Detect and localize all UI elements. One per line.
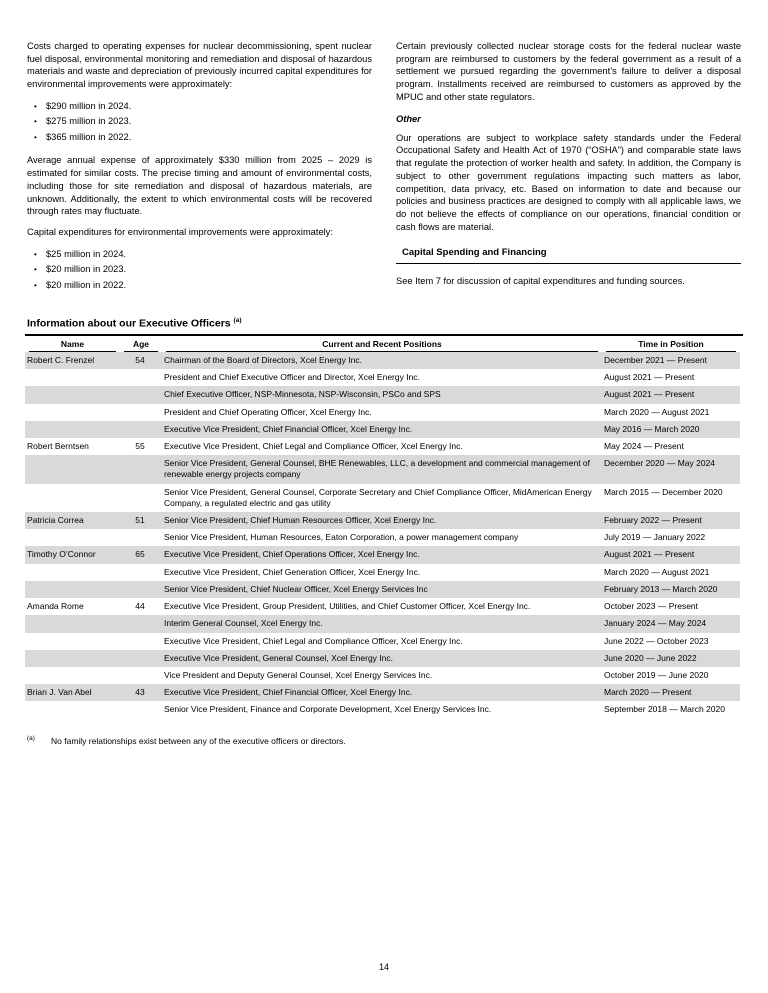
section-heading-capital-spending: Capital Spending and Financing xyxy=(396,247,741,264)
cell-age xyxy=(120,667,162,684)
table-row xyxy=(25,512,740,529)
cell-position: Executive Vice President, Group President, Utilities, and Chief Customer Officer, Xcel Energy Inc. xyxy=(164,601,531,612)
footnote xyxy=(27,736,741,746)
table-row xyxy=(25,684,740,701)
cell-name: Robert C. Frenzel xyxy=(27,354,95,365)
cell-age xyxy=(120,529,162,546)
cell-time: October 2023 — Present xyxy=(604,601,699,612)
cell-position: Executive Vice President, Chief Generation Officer, Xcel Energy Inc. xyxy=(164,566,421,577)
executive-officers-table xyxy=(25,336,740,719)
right-column xyxy=(396,40,741,302)
cell-time: October 2019 — June 2020 xyxy=(604,670,709,680)
cell-time: March 2020 — Present xyxy=(604,687,692,698)
footnote-marker: (a) xyxy=(27,734,35,742)
cell-position: Executive Vice President, Chief Legal and Compliance Officer, Xcel Energy Inc. xyxy=(164,635,463,646)
bullet-icon: • xyxy=(34,280,37,290)
table-row xyxy=(25,701,740,718)
cell-position: Senior Vice President, General Counsel, BHE Renewables, LLC, a development and commercial management of renewable energy projects company xyxy=(164,458,591,480)
cell-age xyxy=(120,701,162,718)
table-row xyxy=(25,529,740,546)
cell-position: Senior Vice President, Finance and Corporate Development, Xcel Energy Services Inc. xyxy=(164,704,492,715)
table-row xyxy=(25,598,740,615)
cell-name xyxy=(25,484,120,512)
cell-time: August 2021 — Present xyxy=(604,549,695,560)
cell-age xyxy=(120,615,162,632)
table-title xyxy=(25,317,743,336)
table-row xyxy=(25,667,740,684)
cell-name xyxy=(25,667,120,684)
cell-time: February 2013 — March 2020 xyxy=(604,583,718,594)
two-column-text xyxy=(0,0,768,302)
table-title-text: Information about our Executive Officers xyxy=(27,317,231,330)
cell-time: February 2022 — Present xyxy=(604,515,702,526)
table-row xyxy=(25,581,740,598)
cell-name xyxy=(25,455,120,483)
cell-time: May 2024 — Present xyxy=(604,440,684,451)
cell-time: March 2015 — December 2020 xyxy=(604,486,723,497)
table-row xyxy=(25,633,740,650)
cell-position: President and Chief Executive Officer and Director, Xcel Energy Inc. xyxy=(164,372,420,383)
cell-time: August 2021 — Present xyxy=(604,389,695,400)
table-row xyxy=(25,484,740,512)
cell-name xyxy=(25,564,120,581)
bullet-icon: • xyxy=(34,265,37,275)
cell-age xyxy=(120,421,162,438)
cell-position: Executive Vice President, Chief Legal and Compliance Officer, Xcel Energy Inc. xyxy=(164,440,463,451)
cell-position: Chairman of the Board of Directors, Xcel Energy Inc. xyxy=(164,354,362,365)
page-number: 14 xyxy=(378,962,389,972)
table-header-row xyxy=(25,336,740,352)
cell-time: December 2021 — Present xyxy=(604,354,707,365)
footnote-text: No family relationships exist between any of the executive officers or directors. xyxy=(51,735,346,746)
table-row xyxy=(25,650,740,667)
cell-time: March 2020 — August 2021 xyxy=(604,566,710,577)
bullet-text: $25 million in 2024. xyxy=(46,248,127,259)
cell-name xyxy=(25,404,120,421)
cell-name xyxy=(25,421,120,438)
cell-time: September 2018 — March 2020 xyxy=(604,704,725,715)
paragraph: Average annual expense of approximately $330 million from 2025 – 2029 is estimated for similar costs. The precise timing and amount of environmental costs, including those for site remediation and disposal of hazardous materials, are unknown. Additionally, the extent to which environmental costs will be recovered through rates may fluctuate. xyxy=(27,155,372,217)
list-item xyxy=(27,130,372,146)
list-item xyxy=(27,114,372,130)
cell-time: December 2020 — May 2024 xyxy=(604,458,716,469)
cell-name xyxy=(25,701,120,718)
bullet-text: $20 million in 2023. xyxy=(46,264,127,275)
table-row xyxy=(25,546,740,563)
cell-position: Executive Vice President, Chief Financial Officer, Xcel Energy Inc. xyxy=(164,423,413,434)
column-header-name: Name xyxy=(25,336,120,352)
bullet-icon: • xyxy=(34,132,37,142)
cell-name xyxy=(25,529,120,546)
bullet-icon: • xyxy=(34,101,37,111)
cell-time: July 2019 — January 2022 xyxy=(604,532,706,543)
cell-name xyxy=(25,369,120,386)
cell-position: Executive Vice President, General Counsel, Xcel Energy Inc. xyxy=(164,652,393,663)
cell-age: 55 xyxy=(135,440,145,451)
cell-age xyxy=(120,484,162,512)
list-item xyxy=(27,99,372,115)
cell-time: June 2022 — October 2023 xyxy=(604,635,709,646)
cell-position: Executive Vice President, Chief Operations Officer, Xcel Energy Inc. xyxy=(164,549,420,560)
list-item xyxy=(27,278,372,294)
table-row xyxy=(25,438,740,455)
subheading-other: Other xyxy=(396,113,421,124)
paragraph: Costs charged to operating expenses for nuclear decommissioning, spent nuclear fuel disposal, environmental monitoring and remediation and disposal of hazardous materials and waste and depreciation of previously incurred capital expenditures for environmental improvements were approximately: xyxy=(27,41,372,90)
cell-name: Timothy O’Connor xyxy=(27,549,96,560)
cell-age xyxy=(120,581,162,598)
paragraph: Certain previously collected nuclear storage costs for the federal nuclear waste program are reimbursed to customers by the federal government as a result of a settlement we pursued regarding the government’s failure to deliver a disposal program. Installments received are reimbursed to customers as approved by the MPUC and other state regulators. xyxy=(396,41,741,102)
column-header-positions: Current and Recent Positions xyxy=(162,336,602,352)
list-item xyxy=(27,247,372,263)
cell-name: Robert Berntsen xyxy=(27,440,89,451)
bullet-icon: • xyxy=(34,117,37,127)
list-item xyxy=(27,262,372,278)
cell-position: Chief Executive Officer, NSP-Minnesota, NSP-Wisconsin, PSCo and SPS xyxy=(164,389,441,400)
cell-name xyxy=(25,615,120,632)
left-column xyxy=(27,40,372,302)
cell-time: March 2020 — August 2021 xyxy=(604,406,710,417)
column-header-age: Age xyxy=(120,336,162,352)
bullet-list xyxy=(27,99,372,146)
cell-name: Amanda Rome xyxy=(27,601,84,612)
officers-table-body xyxy=(25,352,740,719)
cell-name xyxy=(25,633,120,650)
paragraph: Our operations are subject to workplace safety standards under the Federal Occupational Safety and Health Act of 1970 (“OSHA”) and comparable state laws that regulate the protection of worker health and safety. In addition, the Company is subject to other government regulations impacting such matters as labor, competition, data privacy, etc. Based on information to date and because our policies and business practices are designed to comply with all applicable laws, we do not believe the effects of compliance on our operations, financial condition or cash flows are material. xyxy=(396,132,741,232)
cell-age xyxy=(120,455,162,483)
table-row xyxy=(25,455,740,483)
cell-time: May 2016 — March 2020 xyxy=(604,423,700,434)
executive-officers-section xyxy=(25,317,743,718)
table-row xyxy=(25,369,740,386)
cell-position: President and Chief Operating Officer, Xcel Energy Inc. xyxy=(164,406,372,417)
table-row xyxy=(25,404,740,421)
table-row xyxy=(25,352,740,369)
cell-time: June 2020 — June 2022 xyxy=(604,652,697,663)
paragraph: See Item 7 for discussion of capital expenditures and funding sources. xyxy=(396,275,685,286)
cell-name xyxy=(25,581,120,598)
cell-name: Brian J. Van Abel xyxy=(27,687,92,698)
bullet-text: $20 million in 2022. xyxy=(46,279,127,290)
table-title-footnote-marker: (a) xyxy=(233,317,242,325)
cell-age xyxy=(120,650,162,667)
cell-time: August 2021 — Present xyxy=(604,372,695,383)
bullet-text: $365 million in 2022. xyxy=(46,131,132,142)
cell-position: Senior Vice President, General Counsel, Corporate Secretary and Chief Compliance Officer, MidAmerican Energy Company, a regulated electric and gas utility xyxy=(164,486,592,508)
cell-age xyxy=(120,369,162,386)
table-row xyxy=(25,564,740,581)
bullet-text: $275 million in 2023. xyxy=(46,116,132,127)
cell-age: 54 xyxy=(135,354,145,365)
cell-position: Interim General Counsel, Xcel Energy Inc. xyxy=(164,618,323,629)
cell-age xyxy=(120,633,162,650)
cell-age: 51 xyxy=(135,515,145,526)
table-row xyxy=(25,615,740,632)
cell-age: 43 xyxy=(135,687,145,698)
cell-position: Senior Vice President, Human Resources, Eaton Corporation, a power management company xyxy=(164,532,519,543)
cell-position: Senior Vice President, Chief Human Resources Officer, Xcel Energy Inc. xyxy=(164,515,437,526)
column-header-time: Time in Position xyxy=(602,336,740,352)
cell-age: 65 xyxy=(135,549,145,560)
cell-age xyxy=(120,564,162,581)
cell-position: Senior Vice President, Chief Nuclear Officer, Xcel Energy Services Inc xyxy=(164,583,428,594)
cell-age xyxy=(120,404,162,421)
cell-position: Vice President and Deputy General Counsel, Xcel Energy Services Inc. xyxy=(164,670,433,680)
cell-name xyxy=(25,386,120,403)
cell-time: January 2024 — May 2024 xyxy=(604,618,707,629)
paragraph: Capital expenditures for environmental improvements were approximately: xyxy=(27,227,333,238)
bullet-icon: • xyxy=(34,249,37,259)
cell-age xyxy=(120,386,162,403)
bullet-text: $290 million in 2024. xyxy=(46,100,132,111)
cell-position: Executive Vice President, Chief Financial Officer, Xcel Energy Inc. xyxy=(164,687,413,698)
table-row xyxy=(25,386,740,403)
bullet-list xyxy=(27,247,372,294)
cell-name: Patricia Correa xyxy=(27,515,84,526)
cell-name xyxy=(25,650,120,667)
table-row xyxy=(25,421,740,438)
cell-age: 44 xyxy=(135,601,145,612)
